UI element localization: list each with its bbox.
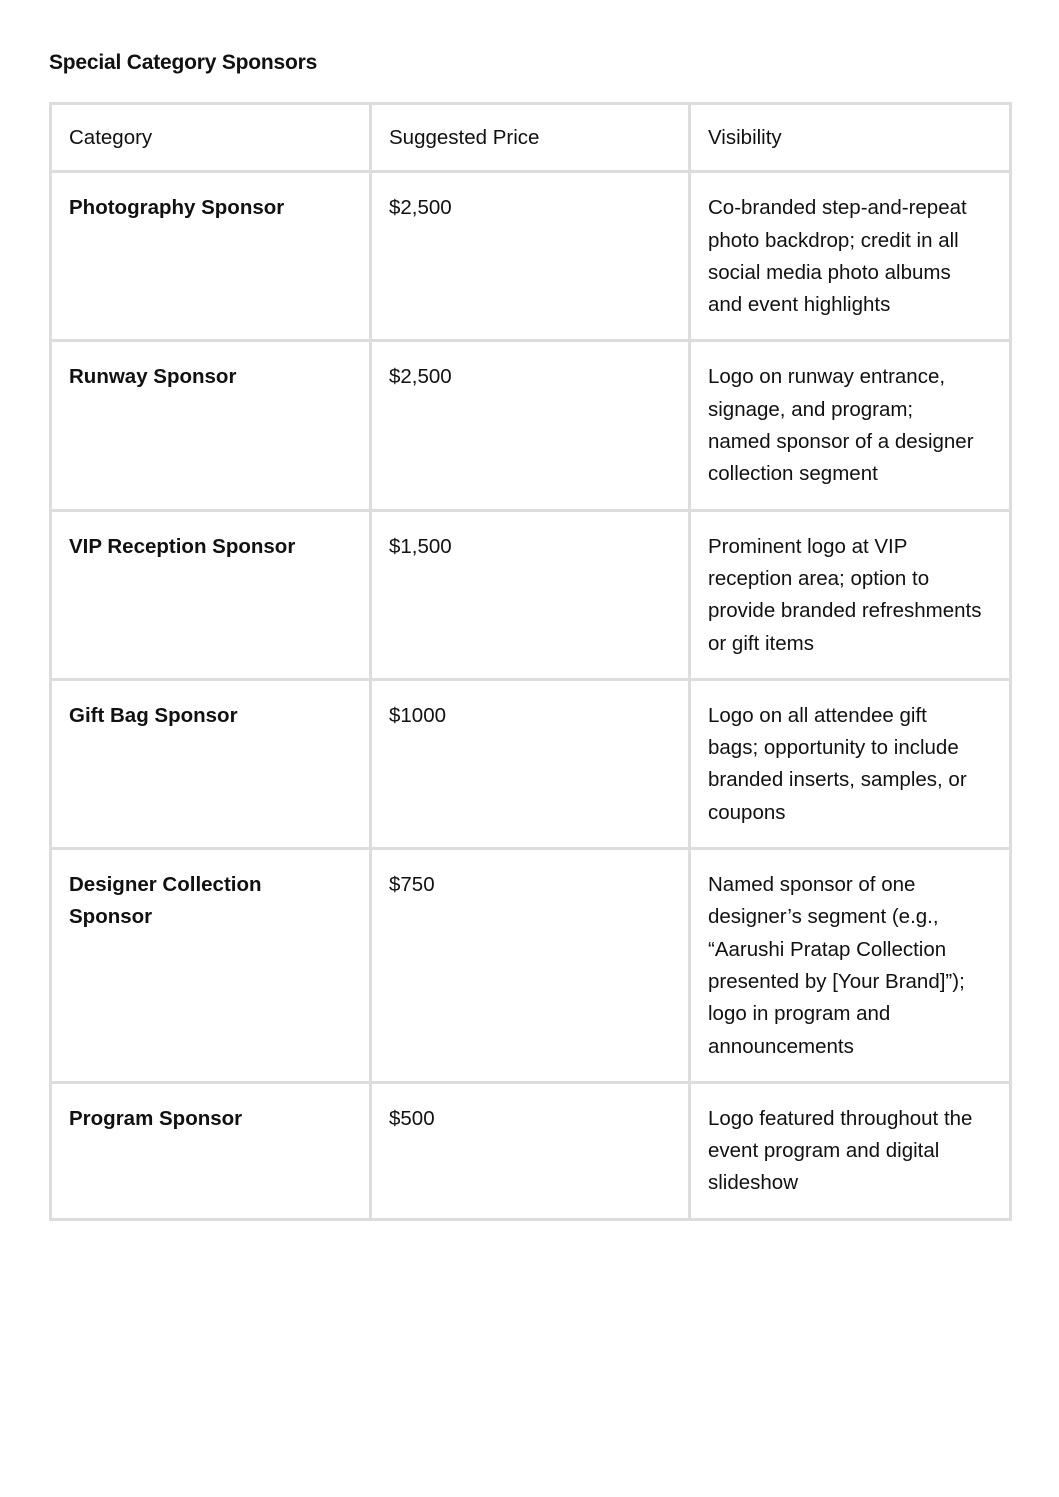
visibility-cell: Logo featured throughout the event program and digital slideshow: [690, 1082, 1011, 1219]
header-suggested-price: Suggested Price: [371, 104, 690, 172]
table-row: [51, 172, 1011, 341]
price-cell: $1,500: [371, 510, 690, 679]
table-header-row: [51, 104, 1011, 172]
table-row: [51, 679, 1011, 848]
category-cell: Photography Sponsor: [51, 172, 371, 341]
table-row: [51, 849, 1011, 1083]
category-cell: Gift Bag Sponsor: [51, 679, 371, 848]
header-visibility: Visibility: [690, 104, 1011, 172]
price-cell: $2,500: [371, 341, 690, 510]
table-row: [51, 341, 1011, 510]
table-row: [51, 510, 1011, 679]
category-cell: VIP Reception Sponsor: [51, 510, 371, 679]
category-cell: Runway Sponsor: [51, 341, 371, 510]
visibility-cell: Co-branded step-and-repeat photo backdrop; credit in all social media photo albums and event highlights: [690, 172, 1011, 341]
price-cell: $1000: [371, 679, 690, 848]
category-cell: Designer Collection Sponsor: [51, 849, 371, 1083]
visibility-cell: Prominent logo at VIP reception area; option to provide branded refreshments or gift items: [690, 510, 1011, 679]
price-cell: $2,500: [371, 172, 690, 341]
table-row: [51, 1082, 1011, 1219]
visibility-cell: Logo on runway entrance, signage, and program; named sponsor of a designer collection segment: [690, 341, 1011, 510]
price-cell: $500: [371, 1082, 690, 1219]
price-cell: $750: [371, 849, 690, 1083]
sponsors-table: [49, 102, 1012, 1221]
header-category: Category: [51, 104, 371, 172]
category-cell: Program Sponsor: [51, 1082, 371, 1219]
section-title: Special Category Sponsors: [49, 51, 318, 74]
visibility-cell: Logo on all attendee gift bags; opportunity to include branded inserts, samples, or coupons: [690, 679, 1011, 848]
visibility-cell: Named sponsor of one designer’s segment (e.g., “Aarushi Pratap Collection presented by [Your Brand]”); logo in program and announcements: [690, 849, 1011, 1083]
